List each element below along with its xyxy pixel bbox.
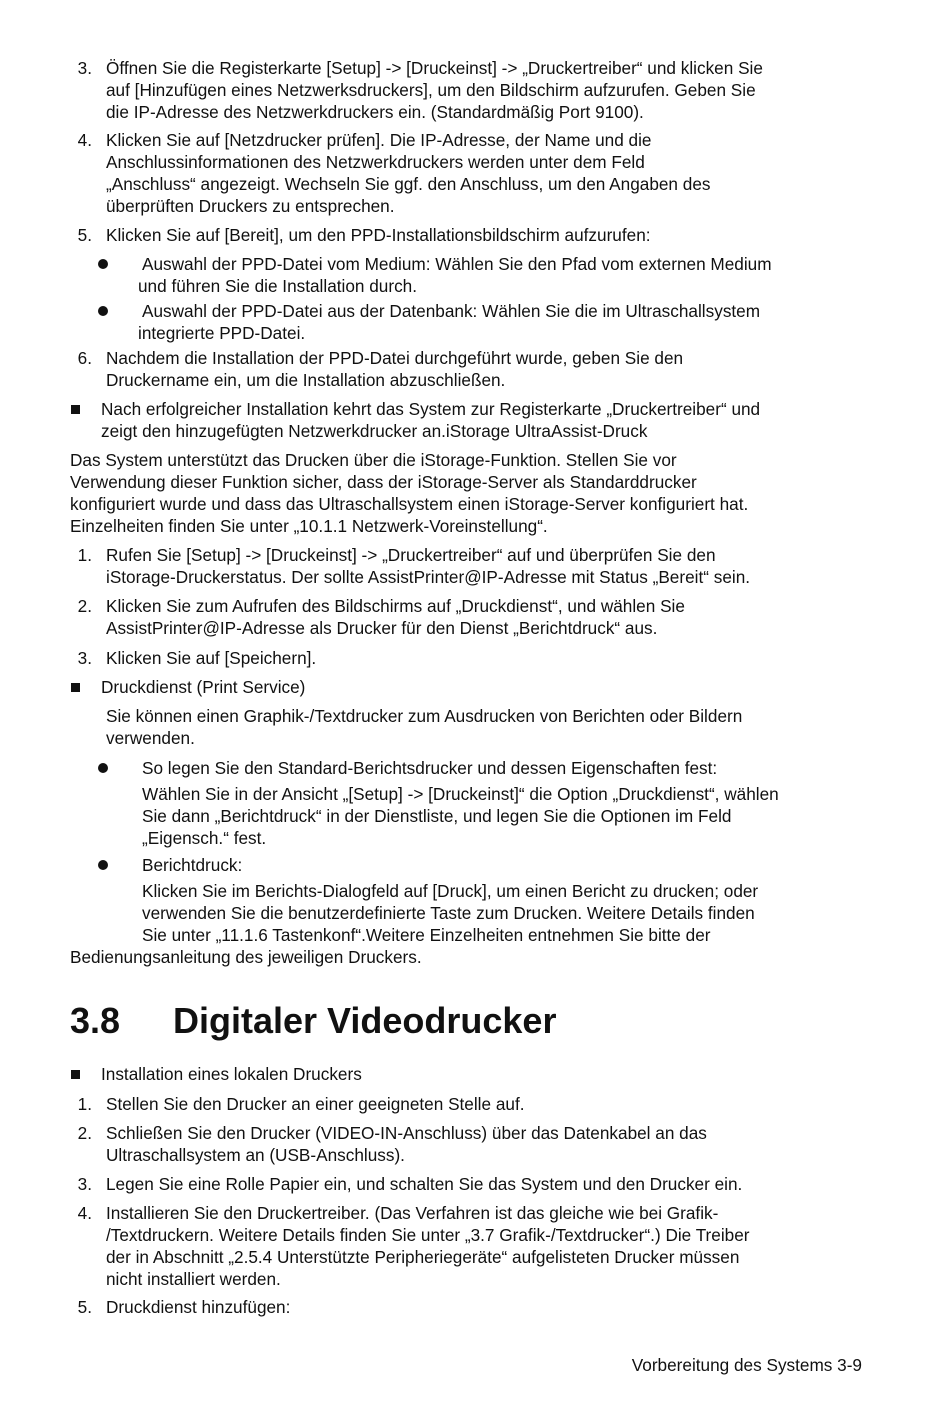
bullet-item-line: integrierte PPD-Datei. [138, 323, 306, 343]
list-number: 2. [77, 1123, 92, 1143]
list-item-line: Klicken Sie zum Aufrufen des Bildschirms auf „Druckdienst“, und wählen Sie [106, 596, 685, 616]
list-item-line: Stellen Sie den Drucker an einer geeigneten Stelle auf. [106, 1094, 525, 1114]
list-item-line: „Anschluss“ angezeigt. Wechseln Sie ggf. den Anschluss, um den Angaben des [106, 174, 711, 194]
page-footer: Vorbereitung des Systems 3-9 [631, 1355, 862, 1375]
square-item-line: Druckdienst (Print Service) [101, 677, 306, 697]
bullet-dot-icon [98, 860, 108, 870]
paragraph-line: Sie dann „Berichtdruck“ in der Dienstliste, und legen Sie die Optionen im Feld [142, 806, 732, 826]
bullet-item-line: So legen Sie den Standard-Berichtsdrucker und dessen Eigenschaften fest: [142, 758, 718, 778]
paragraph-line: verwenden. [106, 728, 195, 748]
square-item-line: zeigt den hinzugefügten Netzwerkdrucker an.iStorage UltraAssist-Druck [101, 421, 648, 441]
square-item-line: Nach erfolgreicher Installation kehrt das System zur Registerkarte „Druckertreiber“ und [101, 399, 761, 419]
list-item-line: Öffnen Sie die Registerkarte [Setup] -> [Druckeinst] -> „Druckertreiber“ und klicken Sie [106, 58, 763, 78]
bullet-dot-icon [98, 763, 108, 773]
list-item-line: Klicken Sie auf [Speichern]. [106, 648, 317, 668]
bullet-item-line: und führen Sie die Installation durch. [138, 276, 418, 296]
paragraph-line: Einzelheiten finden Sie unter „10.1.1 Netzwerk-Voreinstellung“. [70, 516, 548, 536]
bullet-square-icon [71, 405, 80, 414]
list-item-line: Schließen Sie den Drucker (VIDEO-IN-Anschluss) über das Datenkabel an das [106, 1123, 707, 1143]
list-item-line: AssistPrinter@IP-Adresse als Drucker für den Dienst „Berichtdruck“ aus. [106, 618, 658, 638]
list-item-line: Anschlussinformationen des Netzwerkdruckers werden unter dem Feld [106, 152, 645, 172]
list-number: 1. [77, 1094, 92, 1114]
list-number: 3. [77, 58, 92, 78]
paragraph-line: „Eigensch.“ fest. [142, 828, 267, 848]
paragraph-line: Sie unter „11.1.6 Tastenkonf“.Weitere Einzelheiten entnehmen Sie bitte der [142, 925, 711, 945]
list-item-line: überprüften Druckers zu entsprechen. [106, 196, 395, 216]
paragraph-line: Sie können einen Graphik-/Textdrucker zum Ausdrucken von Berichten oder Bildern [106, 706, 743, 726]
bullet-item-line: Auswahl der PPD-Datei vom Medium: Wählen Sie den Pfad vom externen Medium [142, 254, 772, 274]
list-item-line: nicht installiert werden. [106, 1269, 281, 1289]
bullet-square-icon [71, 1070, 80, 1079]
bullet-dot-icon [98, 259, 108, 269]
paragraph-line: Klicken Sie im Berichts-Dialogfeld auf [Druck], um einen Bericht zu drucken; oder [142, 881, 759, 901]
list-number: 5. [77, 1297, 92, 1317]
paragraph-line: Das System unterstützt das Drucken über die iStorage-Funktion. Stellen Sie vor [70, 450, 677, 470]
list-number: 2. [77, 596, 92, 616]
list-item-line: /Textdruckern. Weitere Details finden Sie unter „3.7 Grafik-/Textdrucker“.) Die Treiber [106, 1225, 750, 1245]
list-item-line: Druckdienst hinzufügen: [106, 1297, 291, 1317]
bullet-square-icon [71, 683, 80, 692]
paragraph-line: verwenden Sie die benutzerdefinierte Taste zum Drucken. Weitere Details finden [142, 903, 755, 923]
list-number: 1. [77, 545, 92, 565]
list-item-line: Klicken Sie auf [Bereit], um den PPD-Installationsbildschirm aufzurufen: [106, 225, 651, 245]
list-item-line: Druckername ein, um die Installation abzuschließen. [106, 370, 506, 390]
list-number: 4. [77, 1203, 92, 1223]
bullet-item-line: Berichtdruck: [142, 855, 243, 875]
list-item-line: Rufen Sie [Setup] -> [Druckeinst] -> „Druckertreiber“ auf und überprüfen Sie den [106, 545, 716, 565]
list-number: 5. [77, 225, 92, 245]
list-item-line: die IP-Adresse des Netzwerkdruckers ein. (Standardmäßig Port 9100). [106, 102, 644, 122]
paragraph-line: Wählen Sie in der Ansicht „[Setup] -> [Druckeinst]“ die Option „Druckdienst“, wählen [142, 784, 779, 804]
list-number: 3. [77, 648, 92, 668]
paragraph-line: Bedienungsanleitung des jeweiligen Druckers. [70, 947, 422, 967]
list-item-line: Ultraschallsystem an (USB-Anschluss). [106, 1145, 405, 1165]
list-item-line: Nachdem die Installation der PPD-Datei durchgeführt wurde, geben Sie den [106, 348, 684, 368]
list-item-line: der in Abschnitt „2.5.4 Unterstützte Peripheriegeräte“ aufgelisteten Drucker müssen [106, 1247, 740, 1267]
section-heading-title: Digitaler Videodrucker [173, 1000, 557, 1041]
list-number: 3. [77, 1174, 92, 1194]
square-item-line: Installation eines lokalen Druckers [101, 1064, 362, 1084]
list-number: 4. [77, 130, 92, 150]
bullet-item-line: Auswahl der PPD-Datei aus der Datenbank: Wählen Sie die im Ultraschallsystem [142, 301, 761, 321]
paragraph-line: konfiguriert wurde und dass das Ultraschallsystem einen iStorage-Server konfiguriert hat. [70, 494, 749, 514]
paragraph-line: Verwendung dieser Funktion sicher, dass der iStorage-Server als Standarddrucker [70, 472, 697, 492]
list-item-line: iStorage-Druckerstatus. Der sollte AssistPrinter@IP-Adresse mit Status „Bereit“ sein. [106, 567, 751, 587]
list-item-line: Klicken Sie auf [Netzdrucker prüfen]. Die IP-Adresse, der Name und die [106, 130, 652, 150]
list-item-line: Installieren Sie den Druckertreiber. (Das Verfahren ist das gleiche wie bei Grafik- [106, 1203, 719, 1223]
bullet-dot-icon [98, 306, 108, 316]
list-number: 6. [77, 348, 92, 368]
list-item-line: auf [Hinzufügen eines Netzwerksdruckers], um den Bildschirm aufzurufen. Geben Sie [106, 80, 756, 100]
list-item-line: Legen Sie eine Rolle Papier ein, und schalten Sie das System und den Drucker ein. [106, 1174, 743, 1194]
section-heading-number: 3.8 [70, 1000, 121, 1041]
